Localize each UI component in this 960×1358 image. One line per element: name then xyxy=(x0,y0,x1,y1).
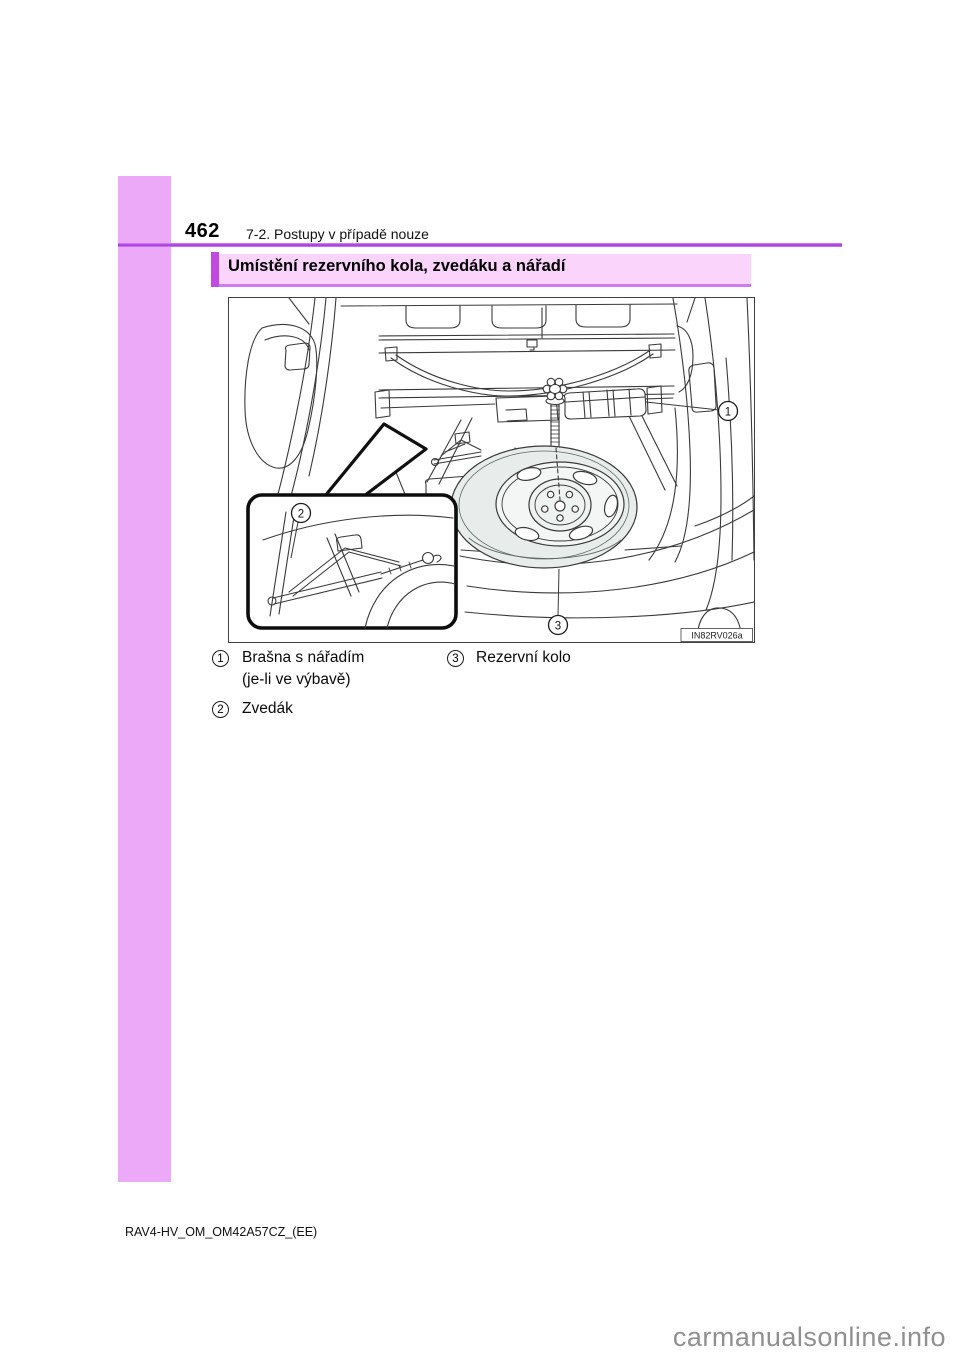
svg-text:IN82RV026a: IN82RV026a xyxy=(691,630,743,641)
figure-code-label xyxy=(681,629,753,642)
legend-num-3: 3 xyxy=(447,650,464,667)
inset-pointer-wedge xyxy=(325,424,426,496)
legend-num-1: 1 xyxy=(212,650,229,667)
document-code: RAV4-HV_OM_OM42A57CZ_(EE) xyxy=(125,1225,318,1239)
title-accent-bar xyxy=(211,252,219,287)
spare-tire-art xyxy=(451,446,637,568)
legend-label-2: Zvedák xyxy=(242,700,293,717)
figure-illustration xyxy=(229,298,754,642)
page-number: 462 xyxy=(185,220,220,242)
jack-inset xyxy=(248,495,456,628)
chapter-side-bar xyxy=(118,176,171,1182)
section-title-bar xyxy=(211,254,751,287)
watermark: carmanualsonline.info xyxy=(672,1322,946,1352)
svg-text:1: 1 xyxy=(724,406,732,419)
legend-label-3: Rezervní kolo xyxy=(476,649,571,666)
svg-text:2: 2 xyxy=(297,508,305,521)
tool-bag-art xyxy=(565,389,720,419)
legend-label-1: Brašna s nářadím xyxy=(242,649,365,666)
callout-3-badge xyxy=(549,569,568,635)
legend-num-2: 2 xyxy=(212,701,229,718)
callout-1-badge xyxy=(719,402,738,421)
section-header: 7-2. Postupy v případě nouze xyxy=(246,226,429,242)
header-rule xyxy=(118,243,842,247)
figure-box xyxy=(228,297,755,643)
page-title: Umístění rezervního kola, zvedáku a nářadí xyxy=(228,257,566,275)
legend-note-1: (je-li ve výbavě) xyxy=(242,671,351,688)
svg-text:3: 3 xyxy=(554,620,562,633)
